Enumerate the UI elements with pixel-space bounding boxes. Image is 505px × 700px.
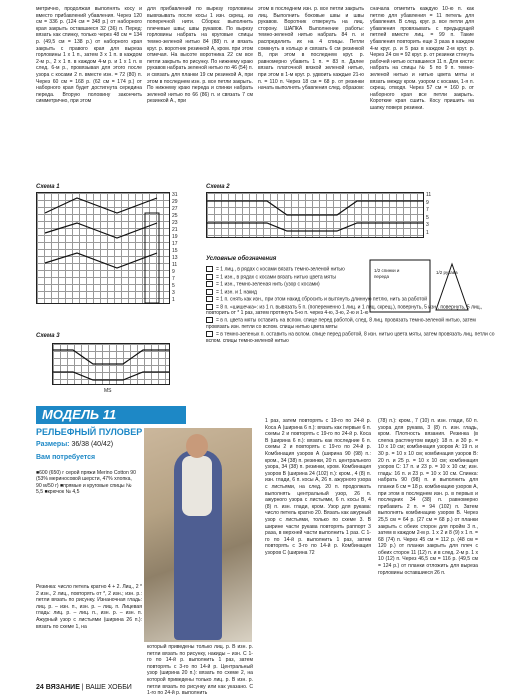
schema3-title: Схема 3: [36, 333, 60, 339]
legend-text: = 1 изн., темно-зеленая нить (узор с косами): [216, 281, 320, 288]
text-column-4: сначала отметить каждую 10-ю п. как петлю для убавления = 11 петель для убавления. В след. круг. р. все петли для убавления провязывать с предыдущей петлей вместе лиц. = 99 п. Такие убавления повторить еще 3 раза в каждом 4-м круг. р. и 5 раз в каждом 2-м круг. р. Через 24 см = 92 круг. р. от резинки стянуть рабочей нитью оставшиеся 11 п. Для кисти: набрать на спицы № 5 по 9 п. темно-зеленой нитью и нитью цвета мяты и вязать между кром. узором с косами, 1-я п. скрещ. отводя. Через 57 см = 160 р. от наборного края все петли закрыть. Короткие края сшить. Косу пришить на шапку поверх резинки.: [370, 6, 474, 111]
row-number: 3: [172, 290, 175, 296]
legend-symbol: [206, 281, 213, 287]
row-number: 11: [172, 262, 178, 268]
row-number: 11: [426, 192, 432, 198]
schema1-grid: [36, 192, 170, 304]
row-number: 29: [172, 199, 178, 205]
magazine-name: ВЯЗАНИЕ: [45, 684, 80, 691]
legend-symbol: [206, 296, 213, 302]
row-number: 3: [426, 222, 429, 228]
schema3-symbols: [53, 344, 169, 384]
legend-text: = в темно-зеленых п. оставить на вспом. спице перед работой, 8 изн. нитью цвета мяты, затем провязать лиц. петли со вспом. спицы темно-зеленой нитью: [206, 331, 495, 344]
bottom-column-4: (78) п.): кром., 7 (10) п. изн. глади, 60 п. узора для рукава, 3 (8) п. изн. гладь, кром. Плотность вязания. Резинка (в слегка растянутом виде): 18 п. и 30 р. = 10 х 10 см; комбинация узоров А: 19 п. и 30 р. = 10 х 10 см; комбинация узоров В: 20 п. и 25 р. = 10 х 10 см; комбинация узоров С: 17 п. и 23 р. = 10 х 10 см; изн. гладь: 16 п. и 23 р. = 10 х 10 см. Спинка: набрать 90 (98) п. и выполнить для планки 6 см = 18 р. комбинацию узоров А, при этом в последнем изн. р. в первых и последних 34 (38) п. равномерно прибавить 2 п. = 94 (102) п. Затем выполнять комбинацию узоров В. Через 25,5 см = 64 р. (27 см = 68 р.) от планки закрыть с обеих сторон для пройм 3 п., затем в каждом 2-м р. 1 х 2 и 8 (9) х 1 п. = 68 (74) п. Через 45 см = 112 р. (48 см = 120 р.) от планки закрыть для плеч с обеих сторон 11 (12) п. и в след. 2-м р. 1 х 10 (12) п. Через 46,5 см = 116 р. (49,5 см = 124 р.) от планки отложить для выреза горловины оставшиеся 26 п.: [378, 418, 478, 576]
legend-text: = 1 лиц., в рядах с косами вязать темно-зеленой нитью: [216, 266, 345, 273]
legend-symbol: [206, 289, 213, 295]
row-number: 21: [172, 227, 178, 233]
sizes-value: 36/38 (40/42): [71, 441, 114, 448]
footer-separator: |: [79, 684, 86, 691]
schema1-title: Схема 1: [36, 184, 60, 190]
legend-title: Условные обозначения: [206, 256, 277, 262]
schema2-grid: [206, 192, 424, 238]
sizes-label: Размеры:: [36, 441, 70, 448]
model-head: [186, 434, 208, 458]
magazine-subtitle: ВАШЕ ХОББИ: [85, 684, 132, 691]
model-scarf: [182, 456, 212, 516]
row-number: 1: [172, 297, 175, 303]
text-column-3: этом в последнем изн. р. все петли закрыть лиц. Выполнить боковые швы и швы рукавов. Воротник отвернуть на лиц. сторону. ШАПКА Выполнение работы: темно-зеленой нитью набрать 84 п. и распределить их на 4 спицы. Петли сомкнуть в кольцо и связать 6 см резинкой В, при этом в последнем круг. р. равномерно убавить 1 п. = 83 п. Далее вязать платочной вязкой зеленой нитью, при этом в 1-м круг. р. удвоить каждые 21-ю п. = 110 п. Через 18 см = 68 р. от резинки начать выполнять убавления след. образом:: [258, 6, 364, 92]
row-number: 7: [172, 276, 175, 282]
text-column-1: метрично, продолжая выполнять косу и вместо прибавлений убавления. Через 120 см = 336 р. (124 см = 348 р.) от наборного края закрыть оставшиеся 32 (36) п. Перед: вязать как спинку, только через 48 см = 134 р. (49,5 см = 138 р.) от наборного края закрыть с правого края для выреза горловины 1 х 1 п., затем 3 х 1 п. в каждом 2-м р., 2 х 1 п. в каждом 4-м р. и 1 х 1 п. в след. 6-м р., провязывая для этого после узора с косами 2 п. вместе изн. = 72 (80) п. Через 60 см = 168 р. (62 см = 174 р.) от наборного края будет достигнута середина переда. Вторую половину закончить симметрично, при этом: [36, 6, 142, 105]
legend-text: = 1 изн. и 1 накид: [216, 288, 257, 295]
legend-text: = 1 изн., в рядах с косами вязать нитью цвета мяты: [216, 273, 337, 280]
model-banner: МОДЕЛЬ 11: [36, 406, 186, 424]
row-number: 27: [172, 206, 178, 212]
row-number: 25: [172, 213, 178, 219]
row-number: 15: [172, 248, 178, 254]
bottom-column-2: который приведены только лиц. р. В изн. р. петли вязать по рисунку, накиды – изн. С 1-го по 14-й р. выполнить 1 раз, затем повторять с 3-го по 14-й р. Центральный узор (ширина 20 п.): вязать по схеме 2, на которой приведены только лиц. р. В изн. р. петли вязать по рисунку или как указано. С 1-го по 24-й р. выполнить: [147, 644, 253, 697]
pattern-title-left: 1/2 спинки и переда: [374, 268, 400, 280]
legend-text: = 8 п. «шишечка»: из 1 п. вывязать 5 п. (попеременно 1 лиц. и 1 лиц. скрещ.), повернуть, 5 изн., повернуть, 5 лиц., повторить от * 1 раз, затем протянуть 5-ю п. через 4-ю, 3-ю, 2-ю и 1-ю: [206, 303, 483, 317]
row-number: 23: [172, 220, 178, 226]
legend-symbol: [206, 317, 213, 323]
row-number: 9: [426, 199, 429, 206]
model-photo: [144, 428, 252, 642]
schema3-grid: [52, 343, 170, 385]
materials-list: ■600 (650) г серой пряжи Merino Cotton 90 (53% мериносовой шерсти, 47% хлопка, 90 м/50 г) ■прямые и круговые спицы № 5,5 ■крючок № 4,5: [36, 470, 136, 496]
legend-symbol: [206, 274, 213, 280]
bottom-column-1: Резинка: число петель кратно 4 + 2. Лиц., 2 * 2 изн., 2 лиц., повторять от *, 2 изн.; изн. р.: петли вязать по рисунку. Изнаночная гладь: лиц. р. – изн. п., изн. р. – лиц. п. Лицевая гладь: лиц. р. – лиц. п., изн. р. – изн. п. Ажурный узор с листьями (ширина 26 п.): вязать по схеме 1, на: [36, 584, 142, 630]
legend-text: = в п. цвета мяты оставить на вспом. спице перед работой, след. 8 лиц. провязать темно-зеленой нитью, затем провязать изн. петли со вспом. спицы нитью цвета мяты: [206, 317, 476, 330]
pattern-title-right: 1/2 рукава: [436, 270, 458, 275]
row-number: 19: [172, 234, 178, 240]
row-number: 7: [426, 207, 429, 213]
row-number: 5: [172, 283, 175, 289]
bottom-column-3: 1 раз, затем повторять с 19-го по 24-й р. Коса А (ширина 6 п.): вязать как первые 6 п. схемы 2 и повторять с 19-го по 24-й р. Коса B (ширина 6 п.): вязать как последние 6 п. схемы 2 и повторять с 19-го по 24-й р. Комбинация узоров А (ширина 90 (98) п.: кром., 34 (38) п. резинки, 20 п. центрального узора, 34 (38) п. резинки, кром. Комбинация узоров B (ширина 24 (102) п.): кром., 4 (8) п. изн. глади, 6 п. косы А, 26 п. ажурного узора с листьями, на след. 20 п. продолжать выполнять центральный узор, 26 п. ажурного узора с листьями, 6 п. косы B, 4 (8) п. изн. глади, кром. Узор для рукава: число петель кратно 20. Вязать как ажурный узор с листьями, только по схеме 3. В ширине части рукава повторять раппорт 3 раза, в верхней части выполнить 1 раз. С 1-го по 14-й р. выполнить 1 раз, затем повторять с 3-го по 14-й р. Комбинация узоров C (ширина 72: [265, 418, 371, 556]
schema2-symbols: [207, 193, 423, 237]
row-number: 5: [426, 214, 429, 221]
model-title: РЕЛЬЕФНЫЙ ПУЛОВЕР: [36, 427, 143, 437]
materials-heading: Вам потребуется: [36, 454, 96, 461]
legend-symbol: [206, 331, 213, 337]
page-number: 24: [36, 684, 44, 691]
legend-text: = 1 п. снять как изн., при этом накид сбросить и вытянуть длинную петлю, нить за работой: [216, 296, 428, 303]
legend-symbol: [206, 266, 213, 272]
row-number: 13: [172, 255, 178, 261]
row-number: 1: [426, 229, 429, 236]
legend-symbol: [206, 304, 213, 310]
schema3-ms-label: MS: [104, 388, 112, 394]
schema2-title: Схема 2: [206, 184, 230, 190]
legend-item: [206, 331, 498, 344]
text-column-2: для прибавлений по вырезу горловины вывязывать после косы 1 изн. скрещ. из поперечной нити. Сборка: выполнить плечевые швы; швы рукавов. По вырезу горловины набрать на круговые спицы темно-зеленой нитью 84 (88) п. и вязать круг. р. воротник резинкой А, кром. при этом отмечая. На высоте воротника 22 см все петли закрыть по рисунку. По нижнему краю рукавов набрать зеленой нитью по 46 (54) п. и связать для планки 19 см резинкой А, при этом в последнем изн. р. все петли закрыть. По нижнему краю переда и спинки набрать зеленой нитью по 66 (86) п. и связать 7 см резинкой А., при: [147, 6, 253, 105]
pattern-schematic: [344, 252, 474, 320]
row-number: 9: [172, 269, 175, 275]
page-footer: [36, 684, 132, 691]
schema1-symbols: [37, 193, 169, 303]
row-number: 31: [172, 192, 178, 198]
model-sizes: [36, 441, 113, 448]
row-number: 17: [172, 241, 178, 247]
